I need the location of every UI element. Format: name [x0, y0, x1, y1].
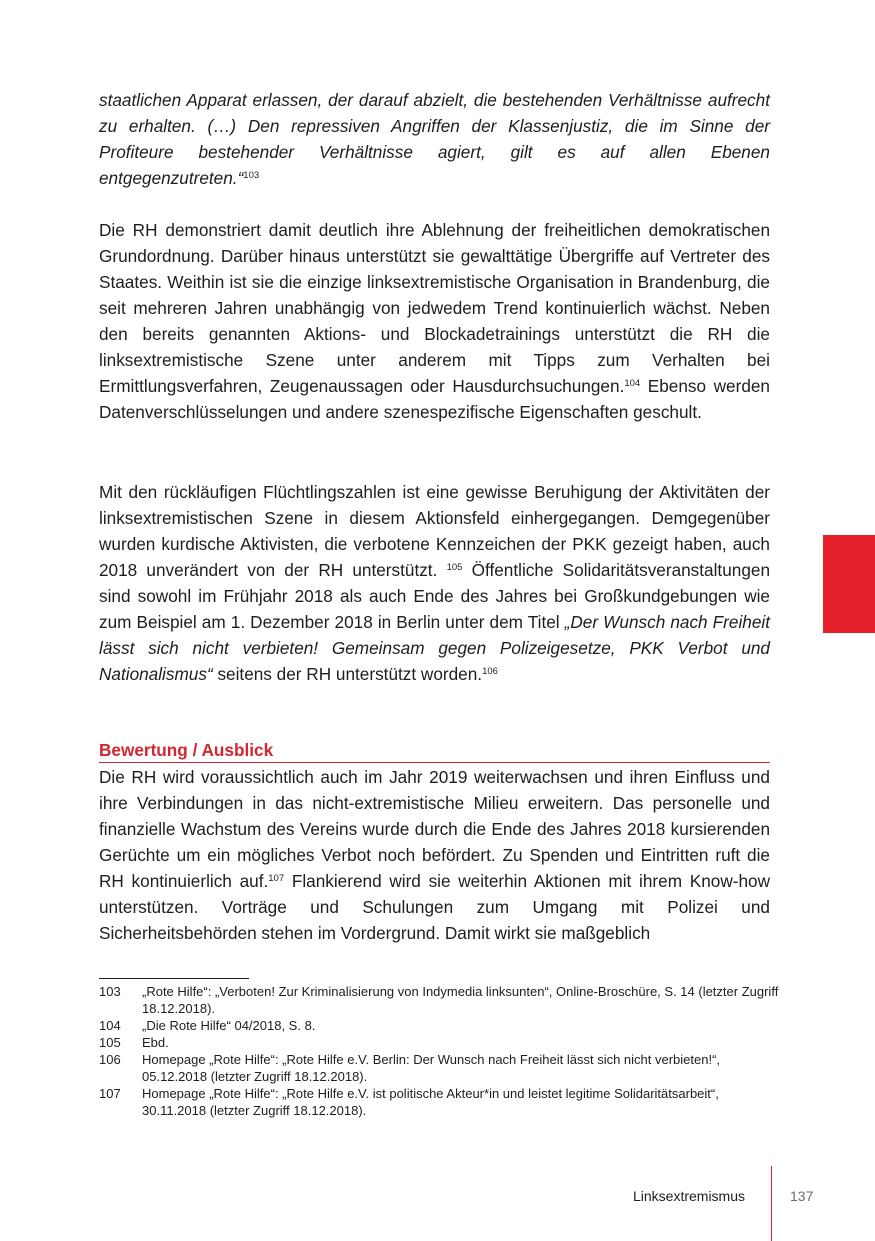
footnote-number: 106	[99, 1052, 121, 1067]
paragraph-outlook	[99, 764, 770, 946]
paragraph-quote-continuation	[99, 87, 770, 191]
footnote-text: Ebd.	[142, 1035, 169, 1050]
paragraph-text: Ebenso werden Datenverschlüsselungen und andere szenespezifische Eigenschaften geschult.	[99, 376, 770, 422]
paragraph-rh-rejection	[99, 217, 770, 425]
paragraph-text: seitens der RH unterstützt worden.	[212, 664, 483, 684]
paragraph-text: Mit den rückläufigen Flüchtlingszahlen ist eine gewisse Beruhigung der Aktivitäten der linksextremistischen Szene in diesem Aktionsfeld einhergegangen. Demgegenüber wurden kurdische Aktivisten, die verbotene Kennzeichen der PKK gezeigt haben, auch 2018 unverändert von der RH unterstützt.	[99, 482, 770, 580]
footnote-item	[99, 1017, 779, 1034]
footnote-ref-107[interactable]: 107	[268, 873, 285, 884]
footnote-text: „Rote Hilfe“: „Verboten! Zur Kriminalisierung von Indymedia linksunten“, Online-Broschüre, S. 14 (letzter Zugriff 18.12.2018).	[142, 984, 779, 1016]
event-title: „Der Wunsch nach Freiheit lässt sich nicht verbieten! Gemeinsam gegen Polizeigesetze, PKK Verbot und Nationalismus“	[99, 612, 770, 684]
paragraph-text: Öffentliche Solidaritätsveranstaltungen sind sowohl im Frühjahr 2018 als auch Ende des Jahres bei Großkundgebungen wie zum Beispiel am 1. Dezember 2018 in Berlin unter dem Titel	[99, 560, 771, 632]
footnote-item	[99, 1051, 779, 1085]
footnote-ref-106[interactable]: 106	[482, 666, 498, 677]
paragraph-text: Flankierend wird sie weiterhin Aktionen mit ihrem Know-how unterstützen. Vorträge und Schulungen zum Umgang mit Polizei und Sicherheitsbehörden stehen im Vordergrund. Damit wirkt sie maßgeblich	[99, 871, 770, 943]
footnote-ref-104[interactable]: 104	[624, 378, 641, 389]
footnote-number: 104	[99, 1018, 121, 1033]
footer-section-title: Linksextremismus	[632, 1188, 745, 1204]
paragraph-text: Die RH demonstriert damit deutlich ihre Ablehnung der freiheitlichen demokratischen Grundordnung. Darüber hinaus unterstützt sie gewalttätige Übergriffe auf Vertreter des Staates. Weithin ist sie die einzige linksextremistische Organisation in Brandenburg, die seit mehreren Jahren unabhängig von jedwedem Trend kontinuierlich wächst. Neben den bereits genannten Aktions- und Blockadetrainings unterstützt die RH die linksextremistische Szene unter anderem mit Tipps zum Verhalten bei Ermittlungsverfahren, Zeugenaussagen oder Hausdurchsuchungen.	[99, 220, 770, 396]
chapter-tab-marker	[823, 535, 875, 633]
page-number: 137	[790, 1188, 814, 1204]
footnote-ref-103[interactable]: 103	[243, 170, 260, 181]
footnote-divider	[99, 978, 249, 979]
footnote-item	[99, 1034, 779, 1051]
section-heading: Bewertung / Ausblick	[99, 739, 770, 763]
footnote-item	[99, 983, 779, 1017]
footnote-text: „Die Rote Hilfe“ 04/2018, S. 8.	[142, 1018, 316, 1033]
footnote-text: Homepage „Rote Hilfe“: „Rote Hilfe e.V. Berlin: Der Wunsch nach Freiheit lässt sich nicht verbieten!“, 05.12.2018 (letzter Zugriff 18.12.2018).	[142, 1052, 721, 1084]
footer-divider	[771, 1166, 772, 1241]
footnotes	[99, 983, 779, 1119]
footnote-ref-105[interactable]: 105	[446, 562, 463, 573]
paragraph-refugee-numbers	[99, 479, 770, 687]
quote-text: staatlichen Apparat erlassen, der darauf abzielt, die bestehenden Verhältnisse aufrecht zu erhalten. (…) Den repressiven Angriffen der Klassenjustiz, die im Sinne der Profiteure bestehender Verhältnisse agiert, gilt es auf allen Ebenen entgegenzutreten.“	[99, 90, 770, 188]
footnote-number: 107	[99, 1086, 121, 1101]
footnote-item	[99, 1085, 779, 1119]
footnote-number: 103	[99, 984, 121, 999]
footnote-text: Homepage „Rote Hilfe“: „Rote Hilfe e.V. ist politische Akteur*in und leistet legitime Solidaritätsarbeit“, 30.11.2018 (letzter Zugriff 18.12.2018).	[142, 1086, 719, 1118]
paragraph-text: Die RH wird voraussichtlich auch im Jahr 2019 weiterwachsen und ihren Einfluss und ihre Verbindungen in das nicht-extremistische Milieu erweitern. Das personelle und finanzielle Wachstum des Vereins wurde durch die Ende des Jahres 2018 kursierenden Gerüchte um ein mögliches Verbot noch befördert. Zu Spenden und Eintritten ruft die RH kontinuierlich auf.	[99, 767, 770, 891]
footnote-number: 105	[99, 1035, 121, 1050]
